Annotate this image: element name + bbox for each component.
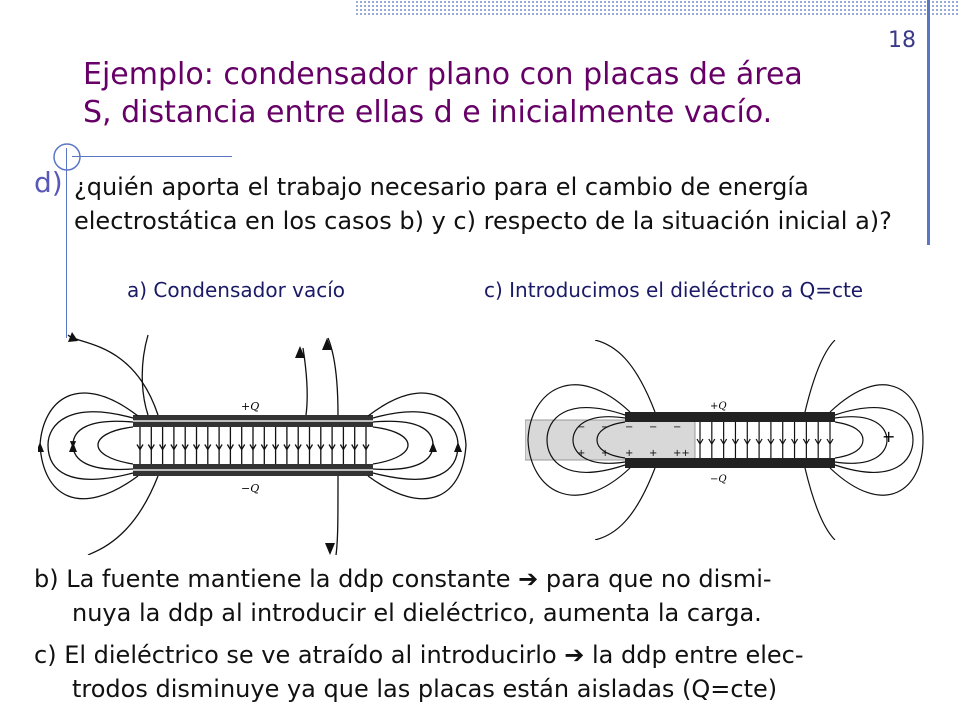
plus-q-label: +Q (710, 401, 727, 412)
svg-text:+: + (649, 448, 658, 459)
uniform-field-lines (137, 427, 369, 464)
plus-q-label: +Q (241, 400, 260, 413)
svg-text:+: + (625, 448, 634, 459)
svg-text:+: + (577, 448, 586, 459)
svg-text:+: + (601, 448, 610, 459)
field-lines (697, 422, 833, 458)
svg-text:−: − (601, 422, 610, 433)
decorative-left-line (66, 148, 67, 338)
decorative-horizontal-line (72, 156, 232, 157)
question-marker: d) (34, 166, 63, 199)
answer-b-line-1: b) La fuente mantiene la ddp constante ➔ para que no dismi- (34, 565, 772, 593)
answer-b-line-2: nuya la ddp al introducir el dieléctrico, aumenta la carga. (72, 599, 762, 627)
minus-q-label: −Q (710, 474, 727, 485)
capacitor-dielectric-diagram (525, 340, 925, 540)
slide-number: 18 (888, 28, 916, 53)
svg-text:−: − (577, 422, 586, 433)
title-line-1: Ejemplo: condensador plano con placas de área (83, 57, 803, 92)
svg-text:−: − (625, 422, 634, 433)
answer-c-line-1: c) El dieléctrico se ve atraído al introducirlo ➔ la ddp entre elec- (34, 641, 804, 669)
answer-b (34, 562, 954, 630)
figure-c-label: c) Introducimos el dieléctrico a Q=cte (484, 278, 864, 302)
svg-text:++: ++ (673, 448, 690, 459)
title-line-2: S, distancia entre ellas d e inicialmente vacío. (83, 95, 773, 130)
answer-c (34, 638, 954, 706)
answer-c-line-2: trodos disminuye ya que las placas están aisladas (Q=cte) (72, 675, 778, 703)
minus-q-label: −Q (241, 482, 260, 495)
svg-text:−: − (649, 422, 658, 433)
decorative-dotted-band (355, 0, 960, 16)
figure-a-label: a) Condensador vacío (127, 278, 346, 302)
capacitor-empty-diagram (38, 330, 468, 555)
top-plate (625, 412, 835, 422)
question-text: ¿quién aporta el trabajo necesario para el cambio de energía electrostática en los casos b) y c) respecto de la situación inicial a)? (74, 173, 892, 235)
fringe-field-right (328, 338, 466, 555)
outside-plus-sign: + (882, 427, 896, 446)
slide-title (83, 56, 883, 132)
svg-text:−: − (673, 422, 682, 433)
bottom-plate (625, 458, 835, 468)
